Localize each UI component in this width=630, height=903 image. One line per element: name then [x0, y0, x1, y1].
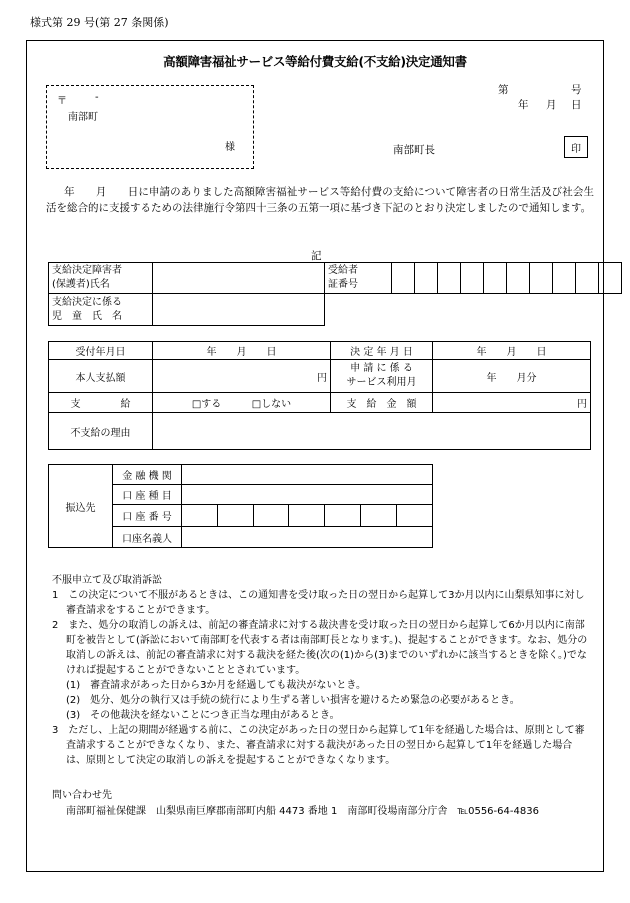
- issue-month: 月: [546, 99, 557, 111]
- account-number-label: 口 座 番 号: [113, 505, 182, 527]
- doc-number-prefix: 第: [498, 84, 509, 96]
- intro-text: 年 月 日に申請のありました高額障害福祉サービス等給付費の支給について障害者の日常生活及び社会生活を総合的に支援するための法律施行令第四十三条の五第一項に基づき下記のとおり決定しましたので通知します。: [46, 186, 594, 214]
- transfer-label: 振込先: [49, 465, 113, 548]
- honorific: 様: [225, 142, 235, 153]
- reason-field[interactable]: [153, 413, 591, 450]
- appeal-heading: 不服申立て及び取消訴訟: [52, 575, 162, 586]
- payment-label: 支 給: [49, 393, 153, 413]
- child-label: [49, 294, 153, 326]
- account-type-label: 口 座 種 目: [113, 485, 182, 505]
- self-pay-value[interactable]: [153, 360, 331, 393]
- inquiry-detail: 南部町福祉保健課 山梨県南巨摩郡南部町内船 4473 番地 1 南部町役場南部分庁舎 ℡0556-64-4836: [66, 806, 539, 817]
- received-date-value[interactable]: 年 月 日: [153, 342, 331, 360]
- person-label-line2: (保護者)氏名: [52, 279, 110, 290]
- appeal-sub-1: (1) 審査請求があった日から3か月を経過しても裁決がないとき。: [66, 680, 367, 691]
- issue-day: 日: [571, 99, 582, 111]
- bank-table: [48, 464, 433, 548]
- recipient-digit-box[interactable]: [415, 263, 438, 294]
- decision-date-value[interactable]: 年 月 日: [433, 342, 591, 360]
- form-number: 様式第 29 号(第 27 条関係): [30, 16, 169, 29]
- decision-date-label: 決 定 年 月 日: [331, 342, 433, 360]
- reason-label: 不支給の理由: [49, 413, 153, 450]
- received-date-label: 受付年月日: [49, 342, 153, 360]
- service-month-line1: 申 請 に 係 る: [350, 363, 413, 374]
- postal-mark: 〒: [57, 96, 67, 107]
- recipient-digit-box[interactable]: [461, 263, 484, 294]
- address-box: [46, 85, 254, 169]
- appeal-sub-3: (3) その他裁決を経ないことにつき正当な理由があるとき。: [66, 710, 340, 721]
- seal-mark: 印: [564, 136, 588, 158]
- addressee-town: 南部町: [68, 112, 98, 123]
- account-digit-box[interactable]: [182, 505, 218, 527]
- do-checkbox[interactable]: □する: [191, 399, 222, 410]
- appeal-section: [52, 573, 592, 768]
- recipient-label-line1: 受給者: [328, 265, 358, 276]
- appeal-item-3: 3 ただし、上記の期間が経過する前に、この決定があった日の翌日から起算して1年を経過した場合は、原則として審査請求することができなくなり、また、審査請求に対する裁決があった日の翌日から起算して1年を経過した場合は、原則として決定の取消しの訴えを提起することができなくなります。: [52, 725, 585, 766]
- account-digit-box[interactable]: [397, 505, 433, 527]
- recipient-digit-box[interactable]: [438, 263, 461, 294]
- applicant-table: [48, 262, 622, 326]
- service-month-line2: サービス利用月: [346, 377, 417, 388]
- child-label-line2: 児 童 氏 名: [52, 310, 122, 322]
- issue-year: 年: [518, 99, 529, 111]
- payment-options: [153, 393, 331, 413]
- account-digit-box[interactable]: [254, 505, 289, 527]
- recipient-digit-box[interactable]: [507, 263, 530, 294]
- account-digit-box[interactable]: [218, 505, 254, 527]
- service-month-label: [331, 360, 433, 393]
- self-pay-yen: 円: [317, 372, 327, 384]
- appeal-item-2: 2 また、処分の取消しの訴えは、前記の審査請求に対する裁決書を受け取った日の翌日から起算して6か月以内に南部町を被告として(訴訟において南部町を代表する者は南部町長となります。)、提起することができます。なお、処分の取消しの訴えは、前記の審査請求に対する裁決を経た後(次の(1)から(3)までのいずれかに該当するときを除く。)でなければ提起することができないこととされています。: [52, 620, 588, 676]
- service-month-value[interactable]: 年 月分: [433, 360, 591, 393]
- bank-name-label: 金 融 機 関: [113, 465, 182, 485]
- recipient-digit-box[interactable]: [576, 263, 599, 294]
- intro-paragraph: [46, 184, 594, 216]
- self-pay-label: 本人支払額: [49, 360, 153, 393]
- child-label-line1: 支給決定に係る: [52, 296, 122, 308]
- inquiry-heading: 問い合わせ先: [52, 790, 112, 801]
- payment-amount-label: 支 給 金 額: [331, 393, 433, 413]
- person-label-line1: 支給決定障害者: [52, 265, 122, 276]
- issuer-name: 南部町長: [393, 144, 435, 156]
- account-digit-box[interactable]: [325, 505, 361, 527]
- recipient-label-line2: 証番号: [328, 279, 358, 290]
- doc-number-suffix: 号: [571, 84, 582, 96]
- appeal-item-1: 1 この決定について不服があるときは、この通知書を受け取った日の翌日から起算して3か月以内に山梨県知事に対し審査請求をすることができます。: [52, 590, 585, 616]
- recipient-digit-box[interactable]: [392, 263, 415, 294]
- payment-amount-yen: 円: [577, 399, 587, 410]
- payment-amount-value[interactable]: [433, 393, 591, 413]
- bank-name-field[interactable]: [182, 465, 433, 485]
- recipient-digit-box[interactable]: [530, 263, 553, 294]
- decision-table: [48, 341, 591, 450]
- recipient-label: [325, 263, 392, 294]
- person-name-field[interactable]: [153, 263, 325, 294]
- appeal-sub-2: (2) 処分、処分の執行又は手続の続行により生ずる著しい損害を避けるため緊急の必要があるとき。: [66, 695, 520, 706]
- recipient-digit-box[interactable]: [484, 263, 507, 294]
- recipient-digit-box[interactable]: [599, 263, 622, 294]
- person-label: [49, 263, 153, 294]
- ki-marker: 記: [311, 250, 322, 262]
- postal-dash: -: [95, 92, 99, 103]
- account-digit-box[interactable]: [361, 505, 397, 527]
- document-title: 高額障害福祉サービス等給付費支給(不支給)決定通知書: [163, 54, 467, 69]
- account-digit-box[interactable]: [289, 505, 325, 527]
- inquiry-section: [52, 788, 539, 820]
- child-name-field[interactable]: [153, 294, 325, 326]
- dont-checkbox[interactable]: □しない: [251, 399, 292, 410]
- account-type-field[interactable]: [182, 485, 433, 505]
- account-holder-label: 口座名義人: [113, 527, 182, 548]
- recipient-digit-box[interactable]: [553, 263, 576, 294]
- account-holder-field[interactable]: [182, 527, 433, 548]
